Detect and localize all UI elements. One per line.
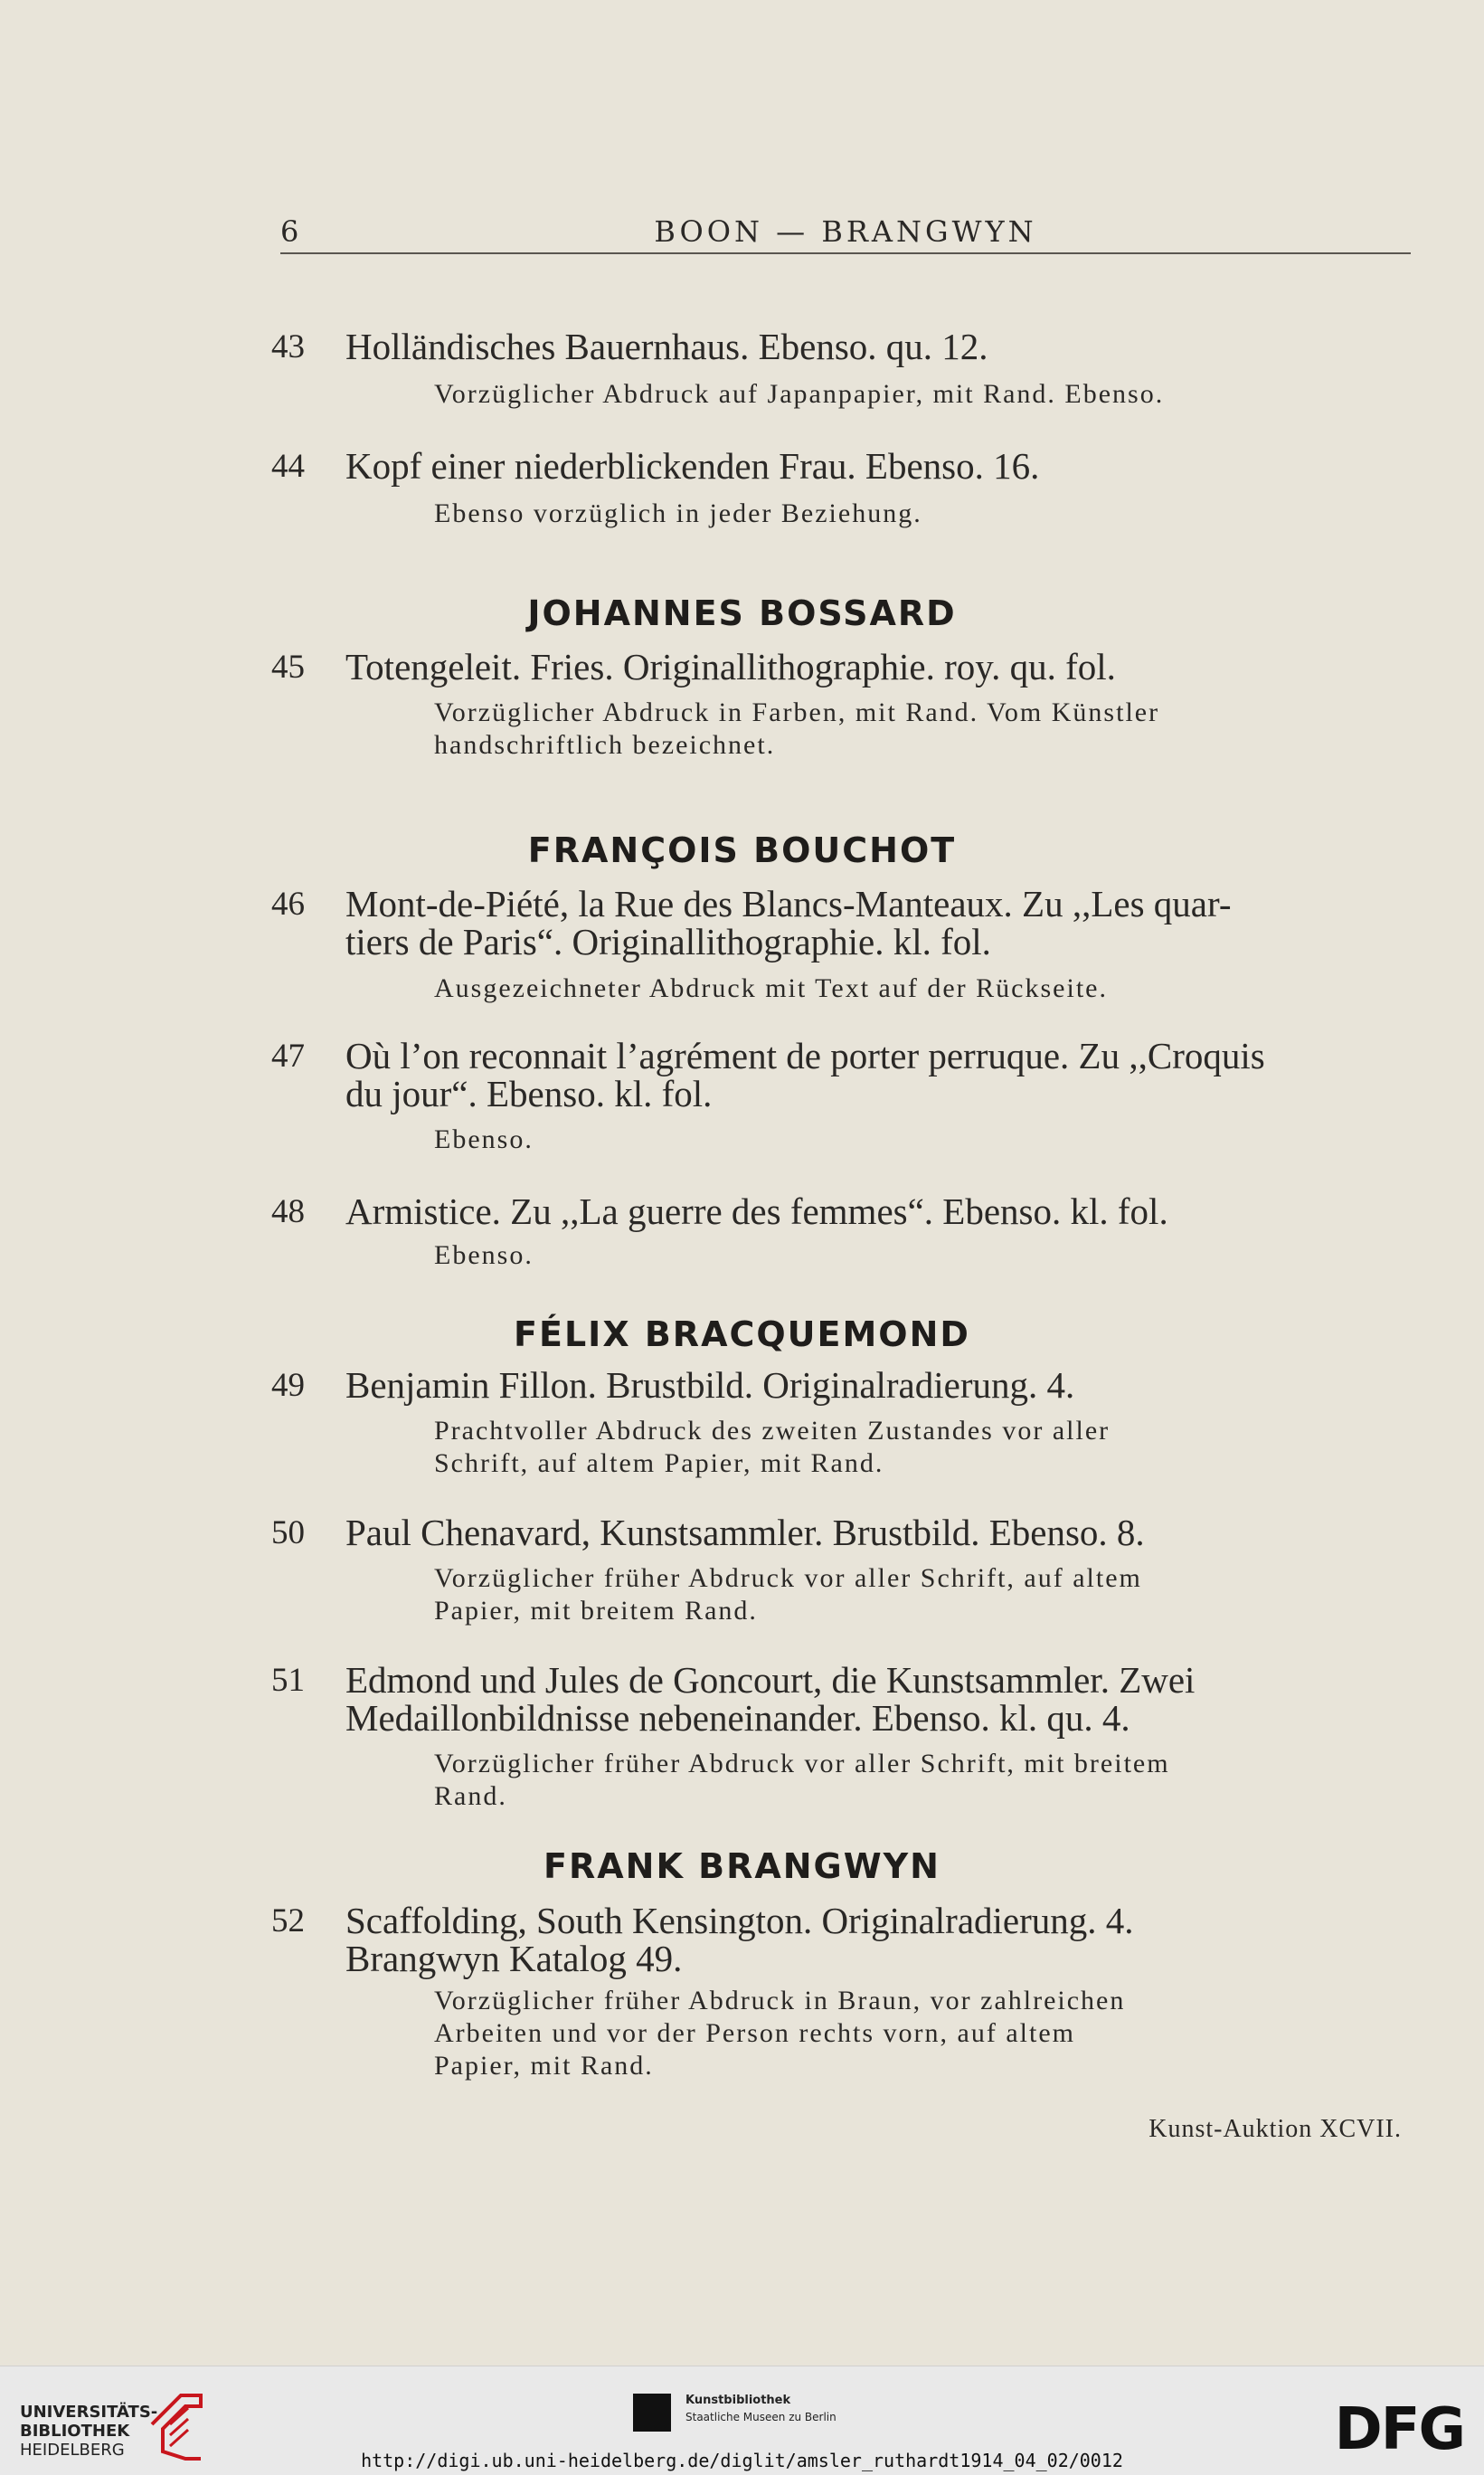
lot-number: 49: [271, 1367, 305, 1404]
lot-title: Totengeleit. Fries. Originallithographie. roy. qu. fol.: [345, 646, 1116, 688]
lot-description: Rand.: [434, 1781, 507, 1811]
lot-description: Ebenso.: [434, 1240, 534, 1270]
lot-number: 44: [271, 448, 305, 485]
lot-title: Où l’on reconnait l’agrément de porter perruque. Zu ,,Croquis: [345, 1035, 1265, 1076]
artist-heading: FRANK BRANGWYN: [544, 1846, 940, 1886]
logo-text-line: HEIDELBERG: [20, 2441, 125, 2460]
lot-description: handschriftlich bezeichnet.: [434, 730, 776, 760]
museum-subtitle: Staatliche Museen zu Berlin: [685, 2411, 837, 2423]
page-header: [280, 214, 1411, 254]
lot-title: Benjamin Fillon. Brustbild. Originalradierung. 4.: [345, 1364, 1075, 1406]
lot-description: Arbeiten und vor der Person rechts vorn, auf altem: [434, 2018, 1075, 2048]
lot-description: Vorzüglicher Abdruck in Farben, mit Rand. Vom Künstler: [434, 697, 1160, 727]
lot-title: Armistice. Zu ,,La guerre des femmes“. Ebenso. kl. fol.: [345, 1190, 1168, 1232]
lot-description: Ebenso vorzüglich in jeder Beziehung.: [434, 498, 922, 528]
lot-title: tiers de Paris“. Originallithographie. kl. fol.: [345, 921, 991, 962]
artist-heading: FÉLIX BRACQUEMOND: [514, 1314, 970, 1354]
lot-description: Papier, mit breitem Rand.: [434, 1596, 758, 1626]
lot-description: Ebenso.: [434, 1124, 534, 1154]
logo-text-line: BIBLIOTHEK: [20, 2422, 130, 2441]
dfg-logo[interactable]: DFG: [1334, 2396, 1464, 2463]
lot-title: Brangwyn Katalog 49.: [345, 1938, 683, 1979]
lot-title: Mont-de-Piété, la Rue des Blancs-Manteaux. Zu ,,Les quar-: [345, 883, 1232, 925]
lot-number: 52: [271, 1902, 305, 1939]
page-number: 6: [280, 214, 300, 249]
lot-description: Papier, mit Rand.: [434, 2051, 654, 2081]
lot-title: du jour“. Ebenso. kl. fol.: [345, 1073, 713, 1114]
lot-title: Scaffolding, South Kensington. Originalradierung. 4.: [345, 1900, 1134, 1941]
lot-number: 50: [271, 1514, 305, 1551]
lot-title: Holländisches Bauernhaus. Ebenso. qu. 12.: [345, 326, 988, 367]
lot-title: Medaillonbildnisse nebeneinander. Ebenso. kl. qu. 4.: [345, 1697, 1130, 1739]
lot-description: Prachtvoller Abdruck des zweiten Zustandes vor aller: [434, 1416, 1111, 1446]
artist-heading: FRANÇOIS BOUCHOT: [527, 830, 957, 870]
lot-description: Vorzüglicher früher Abdruck in Braun, vor zahlreichen: [434, 1986, 1126, 2015]
lot-number: 48: [271, 1193, 305, 1230]
kunstbibliothek-mark-icon: [633, 2394, 671, 2432]
lot-number: 51: [271, 1662, 305, 1699]
permalink-url[interactable]: http://digi.ub.uni-heidelberg.de/diglit/amsler_ruthardt1914_04_02/0012: [361, 2450, 1123, 2471]
lot-title: Paul Chenavard, Kunstsammler. Brustbild. Ebenso. 8.: [345, 1512, 1145, 1553]
lot-description: Ausgezeichneter Abdruck mit Text auf der Rückseite.: [434, 973, 1108, 1003]
artist-heading: JOHANNES BOSSARD: [527, 593, 957, 633]
lot-title: Kopf einer niederblickenden Frau. Ebenso. 16.: [345, 445, 1040, 487]
lot-number: 47: [271, 1038, 305, 1075]
lot-number: 46: [271, 886, 305, 923]
viewer-footer-bar: [0, 2366, 1484, 2475]
lot-number: 43: [271, 328, 305, 365]
auction-footer-note: Kunst-Auktion XCVII.: [1148, 2115, 1402, 2143]
lot-title: Edmond und Jules de Goncourt, die Kunstsammler. Zwei: [345, 1659, 1196, 1701]
lot-description: Vorzüglicher Abdruck auf Japanpapier, mit Rand. Ebenso.: [434, 379, 1165, 409]
lot-description: Vorzüglicher früher Abdruck vor aller Schrift, mit breitem: [434, 1749, 1170, 1778]
running-title: BOON — BRANGWYN: [654, 214, 1037, 249]
lot-description: Vorzüglicher früher Abdruck vor aller Schrift, auf altem: [434, 1563, 1142, 1593]
logo-text-line: UNIVERSITÄTS-: [20, 2403, 158, 2422]
lot-number: 45: [271, 649, 305, 686]
museum-name: Kunstbibliothek: [685, 2394, 791, 2407]
lot-description: Schrift, auf altem Papier, mit Rand.: [434, 1448, 884, 1478]
